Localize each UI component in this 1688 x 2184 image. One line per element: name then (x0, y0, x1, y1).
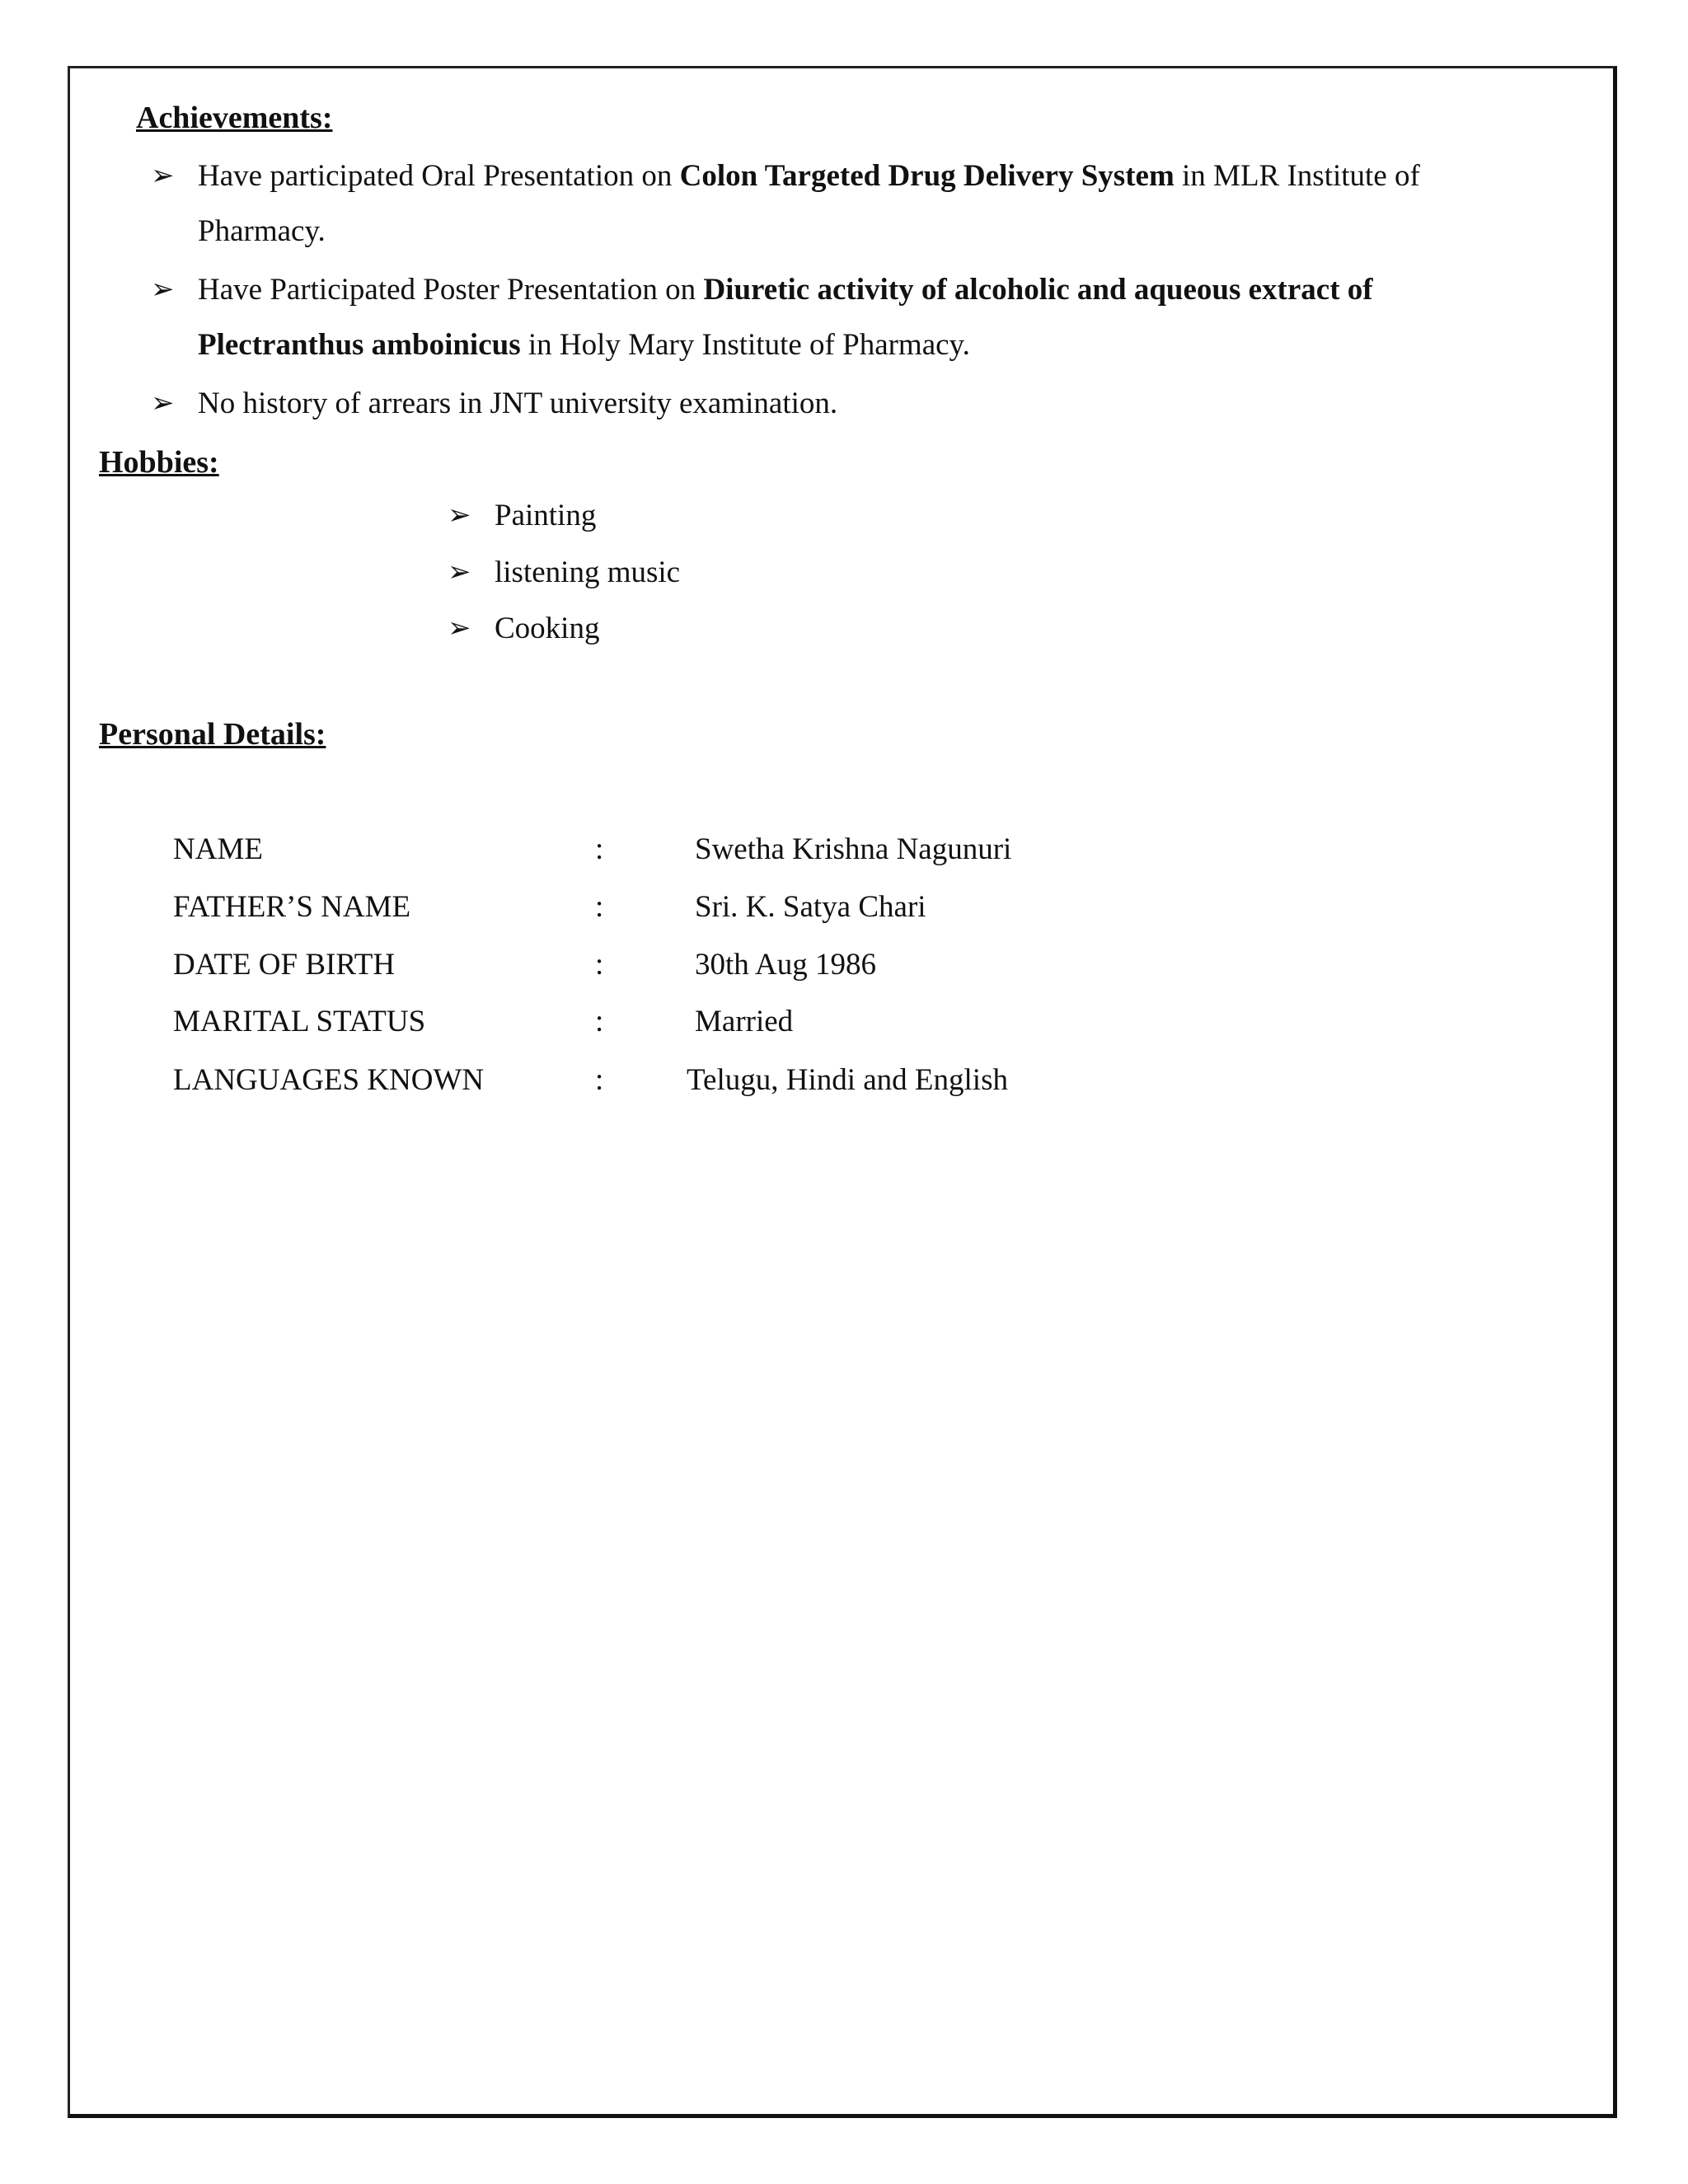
detail-colon: : (595, 890, 604, 924)
achievement-item-3: No history of arrears in JNT university examination. (198, 387, 838, 420)
detail-label: LANGUAGES KNOWN (173, 1063, 485, 1097)
arrow-bullet-icon: ➢ (151, 388, 175, 419)
arrow-bullet-icon: ➢ (151, 274, 175, 305)
arrow-bullet-icon: ➢ (448, 613, 471, 644)
achievement-item-1-line-1: Have participated Oral Presentation on Colon Targeted Drug Delivery System in MLR Institute of (198, 159, 1420, 193)
achievement-item-1-line-2: Pharmacy. (198, 214, 326, 248)
detail-value: Swetha Krishna Nagunuri (695, 832, 1012, 866)
achievement-item-2-line-2: Plectranthus amboinicus in Holy Mary Institute of Pharmacy. (198, 328, 970, 362)
hobby-item: listening music (495, 555, 681, 589)
personal-details-heading: Personal Details: (99, 717, 326, 752)
detail-value: Married (695, 1005, 794, 1038)
arrow-bullet-icon: ➢ (448, 557, 471, 588)
detail-colon: : (595, 1063, 604, 1097)
detail-colon: : (595, 948, 604, 982)
detail-value: Sri. K. Satya Chari (695, 890, 926, 924)
achievements-heading: Achievements: (136, 101, 333, 135)
achievement-item-2-line-1: Have Participated Poster Presentation on Diuretic activity of alcoholic and aqueous extract of (198, 273, 1373, 307)
detail-label: NAME (173, 832, 263, 866)
detail-colon: : (595, 832, 604, 866)
arrow-bullet-icon: ➢ (151, 161, 175, 191)
detail-value: 30th Aug 1986 (695, 948, 876, 982)
detail-value: Telugu, Hindi and English (687, 1063, 1008, 1097)
hobby-item: Cooking (495, 612, 600, 645)
hobbies-heading: Hobbies: (99, 445, 219, 480)
detail-label: MARITAL STATUS (173, 1005, 426, 1038)
detail-label: FATHER’S NAME (173, 890, 411, 924)
detail-colon: : (595, 1005, 604, 1038)
hobby-item: Painting (495, 499, 597, 532)
arrow-bullet-icon: ➢ (448, 500, 471, 531)
detail-label: DATE OF BIRTH (173, 948, 396, 982)
